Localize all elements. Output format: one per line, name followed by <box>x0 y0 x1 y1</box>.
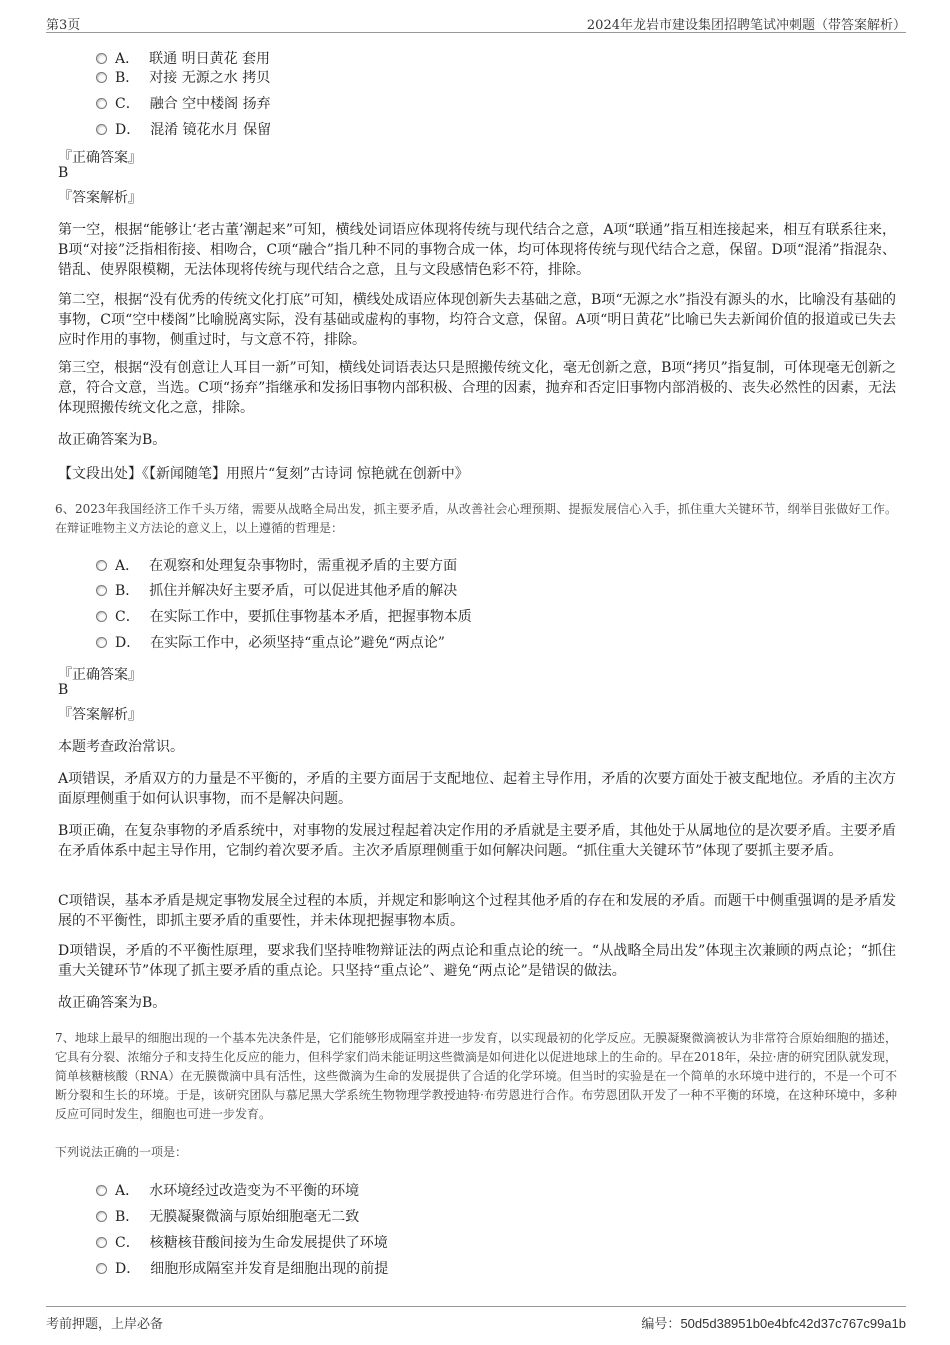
code-value: 50d5d38951b0e4bfc42d37c767c99a1b <box>680 1316 906 1331</box>
radio-icon[interactable] <box>96 1263 107 1274</box>
q6-analysis-intro: 本题考查政治常识。 <box>58 739 184 755</box>
radio-icon[interactable] <box>96 637 107 648</box>
q6-stem: 6、2023年我国经济工作千头万绪，需要从战略全局出发，抓主要矛盾，从改善社会心理预期、提振发展信心入手，抓住重大关键环节，纲举目张做好工作。在辩证唯物主义方法论的意义上，以上遵循的哲理是： <box>55 502 897 535</box>
radio-icon[interactable] <box>96 124 107 135</box>
q6-option-c[interactable]: C． 在实际工作中，要抓住事物基本矛盾，把握事物本质 <box>96 606 472 628</box>
footer-slogan: 考前押题，上岸必备 <box>46 1317 164 1332</box>
q5-source: 【文段出处】《【新闻随笔】用照片“复刻”古诗词 惊艳就在创新中》 <box>58 466 469 482</box>
radio-icon[interactable] <box>96 611 107 622</box>
q6-analysis-d: D项错误，矛盾的不平衡性原理，要求我们坚持唯物辩证法的两点论和重点论的统一。“从战略全局出发”体现主次兼顾的两点论；“抓住重大关键环节”体现了抓主要矛盾的重点论。只坚持“重点论”、避免“两点论”是错误的做法。 <box>58 943 896 979</box>
q5-analysis-label: 『答案解析』 <box>58 190 142 206</box>
page-header <box>46 12 906 33</box>
q7-stem: 7、地球上最早的细胞出现的一个基本先决条件是，它们能够形成隔室并进一步发育，以实现最初的化学反应。无膜凝聚微滴被认为非常符合原始细胞的描述，它具有分裂、浓缩分子和支持生化反应的能力，但科学家们尚未能证明这些微滴是如何进化以促进地球上的生命的。早在2018年，朵拉·唐的研究团队就发现，简单核糖核酸（RNA）在无膜微滴中具有活性，这些微滴为生命的发展提供了合适的化学环境。但当时的实验是在一个简单的水环境中进行的，不是一个可不断分裂和生长的环境。于是，该研究团队与慕尼黑大学系统生物物理学教授迪特·布劳恩进行合作。布劳恩团队开发了一种不平衡的环境，在这种环境中，多种反应可同时发生，细胞也可进一步发育。 <box>55 1031 897 1121</box>
page-number: 第3页 <box>46 18 81 33</box>
q5-analysis-paragraph-2: 第二空，根据“没有优秀的传统文化打底”可知，横线处成语应体现创新失去基础之意，B项“无源之水”指没有源头的水，比喻没有基础的事物，C项“空中楼阁”比喻脱离实际，没有基础或虚构的事物，均符合文意，保留。A项“明日黄花”比喻已失去新闻价值的报道或已失去应时作用的事物，侧重过时，与文意不符，排除。 <box>58 292 896 348</box>
radio-icon[interactable] <box>96 1211 107 1222</box>
q6-analysis-c: C项错误，基本矛盾是规定事物发展全过程的本质，并规定和影响这个过程其他矛盾的存在和发展的矛盾。而题干中侧重强调的是矛盾发展的不平衡性，即抓主要矛盾的重要性，并未体现把握事物本质。 <box>58 893 896 929</box>
q6-option-b[interactable]: B． 抓住并解决好主要矛盾，可以促进其他矛盾的解决 <box>96 580 457 602</box>
q5-analysis-paragraph-3: 第三空，根据“没有创意让人耳目一新”可知，横线处词语表达只是照搬传统文化，毫无创新之意，B项“拷贝”指复制，可体现毫无创新之意，符合文意，当选。C项“扬弃”指继承和发扬旧事物内部积极、合理的因素，抛弃和否定旧事物内部消极的、丧失必然性的因素，无法体现照搬传统文化之意，排除。 <box>58 360 896 416</box>
q6-analysis-b: B项正确，在复杂事物的矛盾系统中，对事物的发展过程起着决定作用的矛盾就是主要矛盾，其他处于从属地位的是次要矛盾。主要矛盾在矛盾体系中起主导作用，它制约着次要矛盾。主次矛盾原理侧重于如何解决问题。“抓住重大关键环节”体现了要抓主要矛盾。 <box>58 823 896 859</box>
q6-analysis-label: 『答案解析』 <box>58 707 142 723</box>
q7-option-c[interactable]: C． 核糖核苷酸间接为生命发展提供了环境 <box>96 1232 388 1254</box>
document-code <box>641 1313 906 1332</box>
radio-icon[interactable] <box>96 53 107 64</box>
q6-analysis-a: A项错误，矛盾双方的力量是不平衡的，矛盾的主要方面居于支配地位、起着主导作用，矛盾的次要方面处于被支配地位。矛盾的主次方面原理侧重于如何认识事物，而不是解决问题。 <box>58 771 896 807</box>
radio-icon[interactable] <box>96 560 107 571</box>
q6-answer-label: 『正确答案』 <box>58 667 142 683</box>
q5-conclusion: 故正确答案为B。 <box>58 432 167 448</box>
q6-conclusion: 故正确答案为B。 <box>58 995 167 1011</box>
code-label: 编号： <box>641 1317 681 1332</box>
radio-icon[interactable] <box>96 72 107 83</box>
q7-option-a[interactable]: A． 水环境经过改造变为不平衡的环境 <box>96 1180 359 1202</box>
radio-icon[interactable] <box>96 1237 107 1248</box>
q7-option-d[interactable]: D． 细胞形成隔室并发育是细胞出现的前提 <box>96 1258 388 1280</box>
q7-option-b[interactable]: B． 无膜凝聚微滴与原始细胞毫无二致 <box>96 1206 359 1228</box>
q5-answer-label: 『正确答案』 <box>58 150 142 166</box>
radio-icon[interactable] <box>96 1185 107 1196</box>
q5-answer: B <box>58 165 69 181</box>
page-footer <box>46 1306 906 1331</box>
radio-icon[interactable] <box>96 585 107 596</box>
q5-option-d[interactable]: D． 混淆 镜花水月 保留 <box>96 119 271 141</box>
q5-option-b[interactable]: B． 对接 无源之水 拷贝 <box>96 67 270 89</box>
q6-answer: B <box>58 682 69 698</box>
document-title: 2024年龙岩市建设集团招聘笔试冲刺题（带答案解析） <box>586 18 906 33</box>
q5-option-c[interactable]: C． 融合 空中楼阁 扬弃 <box>96 93 271 115</box>
q5-option-a[interactable]: A． 联通 明日黄花 套用 <box>96 48 270 70</box>
q7-prompt: 下列说法正确的一项是： <box>55 1145 188 1159</box>
q5-analysis-paragraph-1: 第一空，根据“能够让‘老古董’潮起来”可知，横线处词语应体现将传统与现代结合之意，A项“联通”指互相连接起来，相互有联系往来，B项“对接”泛指相衔接、相吻合，C项“融合”指几种不同的事物合成一体，均可体现将传统与现代结合之意，保留。D项“混淆”指混杂、错乱、使界限模糊，无法体现将传统与现代结合之意，且与文段感情色彩不符，排除。 <box>58 222 896 278</box>
q6-option-a[interactable]: A． 在观察和处理复杂事物时，需重视矛盾的主要方面 <box>96 555 457 577</box>
q6-option-d[interactable]: D． 在实际工作中，必须坚持“重点论”避免“两点论” <box>96 632 445 654</box>
radio-icon[interactable] <box>96 98 107 109</box>
